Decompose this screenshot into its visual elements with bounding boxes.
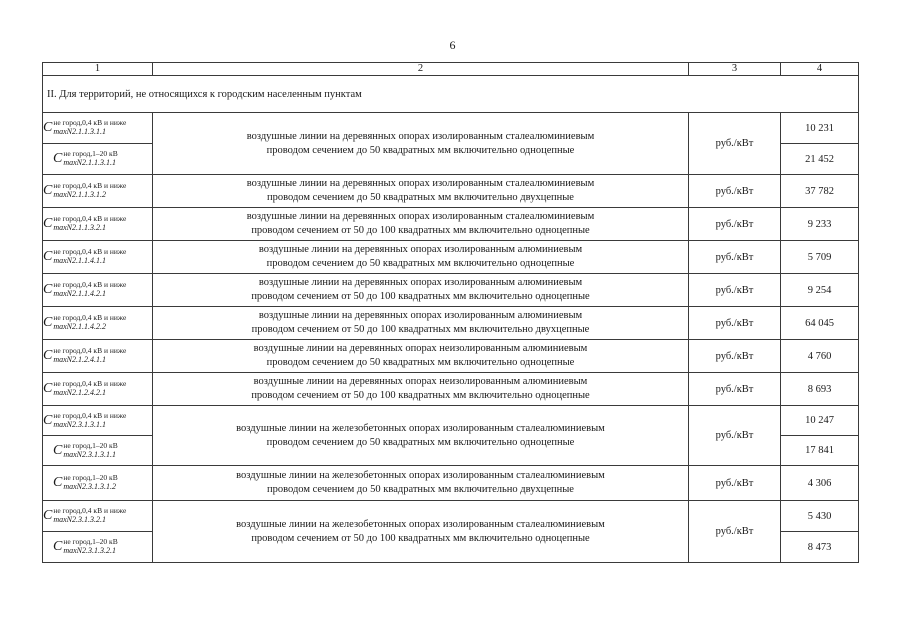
formula-superscript: не город,1–20 кВ: [63, 440, 118, 450]
formula-cell: [43, 208, 153, 241]
table-row: [43, 274, 859, 307]
tariff-formula: [43, 381, 126, 397]
formula-superscript: не город,0,4 кВ и ниже: [53, 410, 127, 420]
description-line: воздушные линии на деревянных опорах неизолированным алюминиевым: [253, 343, 588, 354]
formula-symbol: C: [53, 539, 63, 554]
formula-symbol: C: [43, 381, 53, 396]
formula-superscript: не город,0,4 кВ и ниже: [53, 214, 127, 223]
unit-cell: руб./кВт: [689, 406, 781, 466]
formula-subscript: maxN2.1.2.4.2.1: [53, 388, 107, 397]
value-cell: 9 254: [781, 274, 859, 307]
tariff-formula: [43, 249, 126, 265]
table-row: [43, 175, 859, 208]
formula-superscript: не город,1–20 кВ: [63, 149, 118, 158]
formula-symbol: C: [43, 315, 53, 330]
formula-cell: [43, 436, 153, 466]
tariff-formula: [43, 315, 126, 331]
description-line: проводом сечением от 50 до 100 квадратных мм включительно одноцепные: [251, 390, 590, 401]
description-line: проводом сечением от 50 до 100 квадратных мм включительно одноцепные: [251, 291, 590, 302]
unit-cell: руб./кВт: [689, 208, 781, 241]
formula-subscript: maxN2.3.1.3.2.1: [63, 546, 117, 555]
formula-subscript: maxN2.1.1.4.2.2: [53, 322, 107, 331]
column-header: 2: [153, 63, 689, 76]
table-row: [43, 466, 859, 501]
formula-symbol: C: [43, 348, 53, 363]
description-cell: [153, 373, 689, 406]
formula-superscript: не город,0,4 кВ и ниже: [53, 247, 127, 256]
formula-symbol: C: [43, 508, 53, 523]
tariff-formula: [53, 440, 118, 459]
tariff-formula: [43, 282, 126, 298]
unit-cell: руб./кВт: [689, 274, 781, 307]
formula-subscript: maxN2.3.1.3.1.2: [63, 482, 117, 491]
description-line: воздушные линии на деревянных опорах изолированным алюминиевым: [258, 277, 583, 288]
unit-cell: руб./кВт: [689, 113, 781, 175]
formula-symbol: C: [43, 249, 53, 264]
formula-superscript: не город,0,4 кВ и ниже: [53, 313, 127, 322]
formula-cell: [43, 175, 153, 208]
formula-symbol: C: [43, 216, 53, 231]
formula-subscript: maxN2.1.1.4.1.1: [53, 256, 107, 265]
formula-symbol: C: [53, 151, 63, 166]
description-cell: [153, 466, 689, 501]
description-cell: [153, 340, 689, 373]
value-cell: 64 045: [781, 307, 859, 340]
tariff-formula: [43, 216, 126, 232]
description-line: проводом сечением от 50 до 100 квадратных мм включительно двухцепные: [251, 324, 590, 335]
section-title: II. Для территорий, не относящихся к городским населенным пунктам: [43, 76, 859, 113]
formula-symbol: C: [43, 120, 53, 135]
tariff-formula: [43, 508, 126, 524]
value-cell: 8 473: [781, 532, 859, 563]
formula-subscript: maxN2.3.1.3.2.1: [53, 515, 107, 524]
description-line: проводом сечением до 50 квадратных мм включительно одноцепные: [266, 436, 575, 448]
formula-symbol: C: [53, 475, 63, 490]
table-row: [43, 501, 859, 532]
description-line: проводом сечением до 50 квадратных мм включительно двухцепные: [267, 484, 574, 495]
formula-symbol: C: [53, 442, 63, 458]
formula-subscript: maxN2.1.1.4.2.1: [53, 289, 107, 298]
tariff-formula: [53, 151, 118, 167]
formula-subscript: maxN2.1.2.4.1.1: [53, 355, 107, 364]
tariff-formula: [43, 348, 126, 364]
description-cell: [153, 501, 689, 563]
column-header: 1: [43, 63, 153, 76]
description-cell: [153, 274, 689, 307]
value-cell: 9 233: [781, 208, 859, 241]
formula-cell: [43, 274, 153, 307]
value-cell: 4 306: [781, 466, 859, 501]
table-row: [43, 373, 859, 406]
tariff-formula: [43, 120, 126, 136]
table-row: [43, 340, 859, 373]
formula-subscript: maxN2.3.1.3.1.1: [63, 449, 117, 459]
column-header: 4: [781, 63, 859, 76]
description-cell: [153, 241, 689, 274]
table-row: [43, 113, 859, 144]
formula-subscript: maxN2.3.1.3.1.1: [53, 419, 107, 429]
formula-superscript: не город,0,4 кВ и ниже: [53, 506, 127, 515]
description-line: воздушные линии на деревянных опорах изолированным алюминиевым: [258, 244, 583, 255]
description-line: воздушные линии на железобетонных опорах изолированным сталеалюминиевым: [236, 518, 605, 530]
value-cell: 5 709: [781, 241, 859, 274]
formula-cell: [43, 340, 153, 373]
formula-superscript: не город,0,4 кВ и ниже: [53, 118, 127, 127]
formula-cell: [43, 406, 153, 436]
description-line: воздушные линии на железобетонных опорах изолированным сталеалюминиевым: [236, 470, 605, 481]
table-header-row: [43, 63, 859, 76]
description-line: проводом сечением от 50 до 100 квадратных мм включительно одноцепные: [251, 532, 590, 544]
description-line: проводом сечением до 50 квадратных мм включительно одноцепные: [266, 258, 575, 269]
description-line: воздушные линии на деревянных опорах изолированным сталеалюминиевым: [246, 178, 595, 189]
formula-superscript: не город,0,4 кВ и ниже: [53, 280, 127, 289]
section-row: [43, 76, 859, 113]
tariff-formula: [53, 539, 118, 555]
formula-superscript: не город,0,4 кВ и ниже: [53, 379, 127, 388]
description-line: проводом сечением до 50 квадратных мм включительно одноцепные: [266, 144, 575, 156]
description-line: воздушные линии на деревянных опорах неизолированным алюминиевым: [253, 376, 588, 387]
tariff-formula: [53, 475, 118, 491]
formula-cell: [43, 501, 153, 532]
description-line: проводом сечением от 50 до 100 квадратных мм включительно одноцепные: [251, 225, 590, 236]
formula-cell: [43, 307, 153, 340]
unit-cell: руб./кВт: [689, 241, 781, 274]
formula-subscript: maxN2.1.1.3.1.1: [63, 158, 117, 167]
formula-symbol: C: [43, 183, 53, 198]
value-cell: 10 231: [781, 113, 859, 144]
tariff-table: [42, 62, 859, 563]
formula-cell: [43, 466, 153, 501]
table-row: [43, 241, 859, 274]
description-line: проводом сечением до 50 квадратных мм включительно одноцепные: [266, 357, 575, 368]
column-header: 3: [689, 63, 781, 76]
description-cell: [153, 208, 689, 241]
formula-cell: [43, 373, 153, 406]
value-cell: 17 841: [781, 436, 859, 466]
description-line: воздушные линии на деревянных опорах изолированным сталеалюминиевым: [246, 211, 595, 222]
unit-cell: руб./кВт: [689, 466, 781, 501]
description-cell: [153, 307, 689, 340]
formula-subscript: maxN2.1.1.3.1.1: [53, 127, 107, 136]
tariff-formula: [43, 410, 127, 429]
value-cell: 5 430: [781, 501, 859, 532]
unit-cell: руб./кВт: [689, 175, 781, 208]
description-cell: [153, 113, 689, 175]
unit-cell: руб./кВт: [689, 373, 781, 406]
tariff-formula: [43, 183, 126, 199]
formula-superscript: не город,0,4 кВ и ниже: [53, 181, 127, 190]
value-cell: 10 247: [781, 406, 859, 436]
unit-cell: руб./кВт: [689, 340, 781, 373]
formula-cell: [43, 144, 153, 175]
unit-cell: руб./кВт: [689, 501, 781, 563]
description-cell: [153, 175, 689, 208]
formula-cell: [43, 241, 153, 274]
formula-subscript: maxN2.1.1.3.2.1: [53, 223, 107, 232]
description-line: воздушные линии на железобетонных опорах изолированным сталеалюминиевым: [236, 422, 605, 434]
formula-subscript: maxN2.1.1.3.1.2: [53, 190, 107, 199]
formula-cell: [43, 532, 153, 563]
value-cell: 8 693: [781, 373, 859, 406]
formula-cell: [43, 113, 153, 144]
value-cell: 21 452: [781, 144, 859, 175]
table-row: [43, 406, 859, 436]
table-row: [43, 307, 859, 340]
formula-superscript: не город,0,4 кВ и ниже: [53, 346, 127, 355]
value-cell: 4 760: [781, 340, 859, 373]
formula-symbol: C: [43, 412, 53, 428]
description-cell: [153, 406, 689, 466]
unit-cell: руб./кВт: [689, 307, 781, 340]
description-line: проводом сечением до 50 квадратных мм включительно двухцепные: [267, 192, 574, 203]
formula-superscript: не город,1–20 кВ: [63, 537, 118, 546]
formula-symbol: C: [43, 282, 53, 297]
description-line: воздушные линии на деревянных опорах изолированным сталеалюминиевым: [246, 130, 595, 142]
page-number: 6: [449, 38, 456, 52]
value-cell: 37 782: [781, 175, 859, 208]
formula-superscript: не город,1–20 кВ: [63, 473, 118, 482]
description-line: воздушные линии на деревянных опорах изолированным алюминиевым: [258, 310, 583, 321]
table-row: [43, 208, 859, 241]
